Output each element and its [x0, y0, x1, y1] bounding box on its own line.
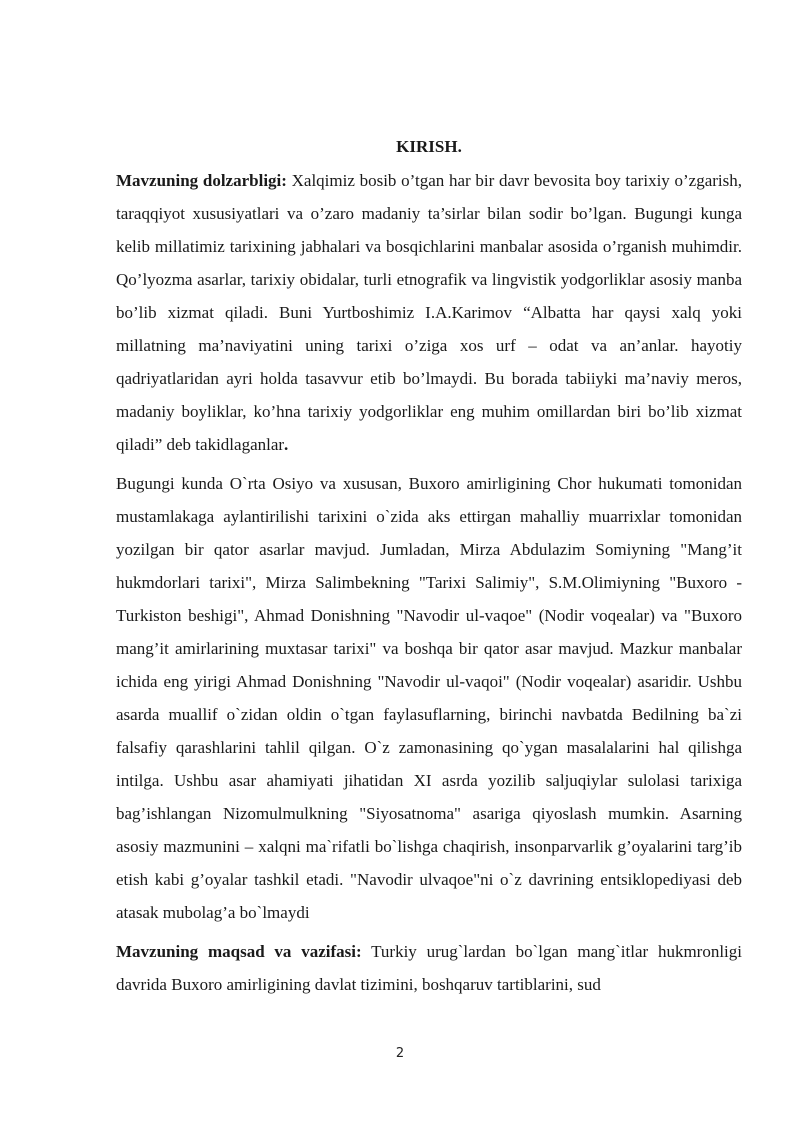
paragraph-sources: [116, 467, 742, 929]
paragraph-text: Bugungi kunda O`rta Osiyo va xususan, Buxoro amirligining Chor hukumati tomonidan mustamlakaga aylantirilishi tarixini o`zida aks ettirgan mahalliy muarrixlar tomonidan yozilgan bir qator asarlar mavjud. Jumladan, Mirza Abdulazim Somiyning "Mang’it hukmdorlari tarixi", Mirza Salimbekning "Tarixi Salimiy", S.M.Olimiyning "Buxoro - Turkiston beshigi", Ahmad Donishning "Navodir ul-vaqoe" (Nodir voqealar) va "Buxoro mang’it amirlarining muxtasar tarixi" va boshqa bir qator asar mavjud. Mazkur manbalar ichida eng yirigi Ahmad Donishning "Navodir ul-vaqoi" (Nodir voqealar) asaridir. Ushbu asarda muallif o`zidan oldin o`tgan faylasuflarning, birinchi navbatda Bedilning ba`zi falsafiy qarashlarini tahlil qilgan. O`z zamonasining qo`ygan masalalarini hal qilishga intilga. Ushbu asar ahamiyati jihatidan XI asrda yozilib saljuqiylar sulolasi tarixiga bag’ishlangan Nizomulmulkning "Siyosatnoma" asariga qiyoslash mumkin. Asarning asosiy mazmunini – xalqni ma`rifatli bo`lishga chaqirish, insonparvarlik g’oyalarini targ’ib etish kabi g’oyalar tashkil etadi. "Navodir ulvaqoe"ni o`z davrining entsiklopediyasi deb atasak mubolag’a bo`lmaydi: [116, 474, 742, 922]
paragraph-heading: Mavzuning dolzarbligi:: [116, 171, 287, 190]
paragraph-goals: [116, 935, 742, 1001]
page-number: 2: [395, 1046, 405, 1061]
paragraph-text: Turkiy urug`lardan bo`lgan mang`itlar hukmronligi davrida Buxoro amirligining davlat tizimini, boshqaruv tartiblarini, sud: [116, 942, 742, 994]
document-page: [116, 132, 742, 1007]
paragraph-relevance: [116, 164, 742, 461]
section-title: KIRISH.: [396, 137, 462, 156]
paragraph-trailing: .: [284, 435, 289, 454]
paragraph-heading: Mavzuning maqsad va vazifasi:: [116, 942, 362, 961]
paragraph-text: Xalqimiz bosib o’tgan har bir davr bevosita boy tarixiy o’zgarish, taraqqiyot xususiyatlari va o’zaro madaniy ta’sirlar bilan sodir bo’lgan. Bugungi kunga kelib millatimiz tarixining jabhalari va bosqichlarini manbalar asosida o’rganish muhimdir. Qo’lyozma asarlar, tarixiy obidalar, turli etnografik va lingvistik yodgorliklar asosiy manba bo’lib xizmat qiladi. Buni Yurtboshimiz I.A.Karimov “Albatta har qaysi xalq yoki millatning ma’naviyatini uning tarixi o’ziga xos urf – odat va an’anlar. hayotiy qadriyatlaridan ayri holda tasavvur etib bo’lmaydi. Bu borada tabiiyki ma’naviy meros, madaniy boyliklar, ko’hna tarixiy yodgorliklar eng muhim omillardan biri bo’lib xizmat qiladi” deb takidlaganlar: [116, 171, 742, 454]
